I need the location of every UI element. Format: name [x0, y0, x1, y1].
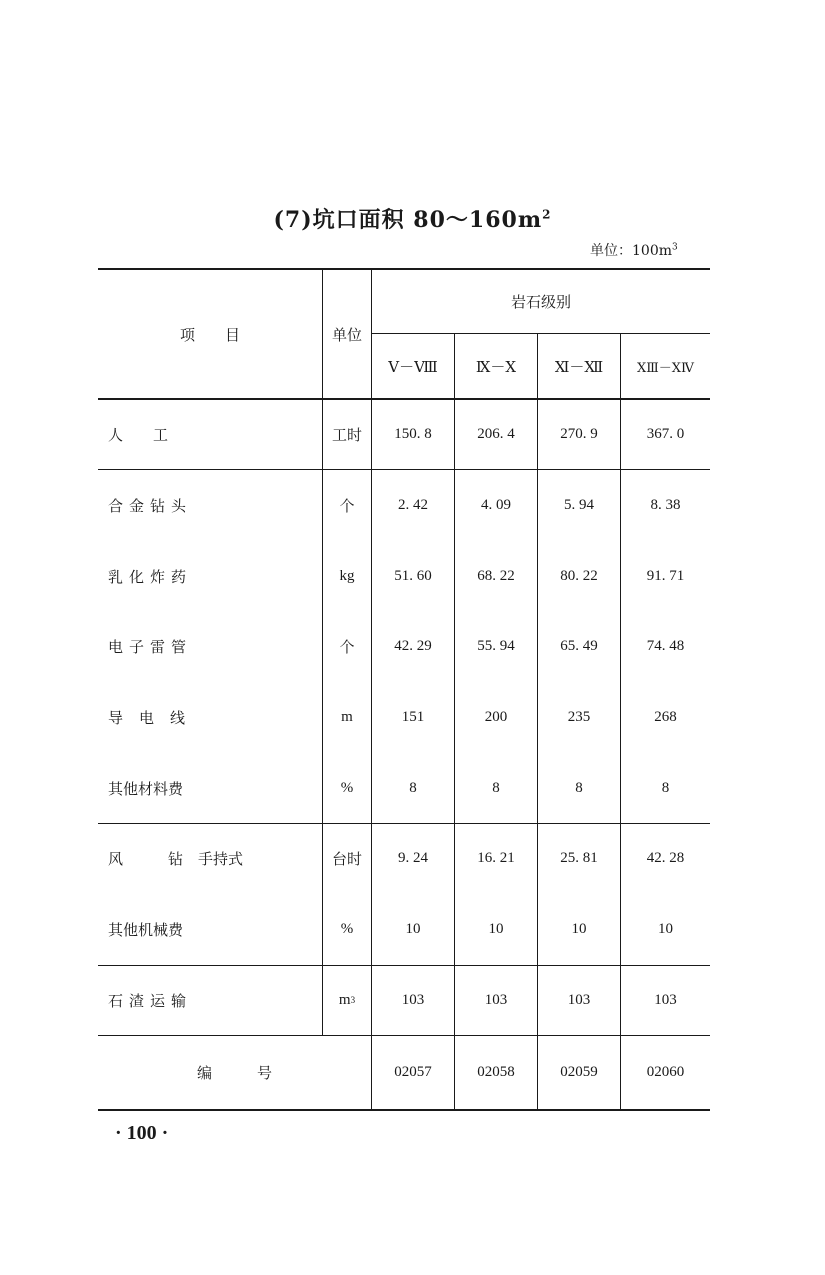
row-value: 42. 28 [646, 849, 685, 866]
code-value: 02060 [646, 1064, 685, 1080]
row-value: 8 [409, 779, 417, 796]
row-value: 91. 71 [646, 567, 685, 584]
table-title: (7)坑口面积 $80\sim 160m^2$ [273, 207, 552, 233]
row-unit: 台时 [331, 849, 362, 868]
row-value: 8. 38 [650, 496, 681, 513]
row-value: 4. 09 [481, 496, 511, 513]
row-value: 2. 42 [398, 496, 428, 513]
row-value: 10 [571, 920, 587, 937]
row-value: 200 [484, 708, 508, 725]
row-value: 235 [567, 708, 591, 725]
row-value: 68. 22 [477, 567, 515, 584]
header-rock-class: 岩石级别 [510, 293, 571, 311]
row-unit: 个 [339, 637, 355, 656]
header-class: Ⅸ－Ⅹ [475, 359, 517, 376]
row-value: 25. 81 [560, 849, 598, 866]
header-class: Ⅺ－Ⅻ [554, 359, 604, 376]
row-item: 人 工 [108, 425, 169, 444]
header-item: 项 目 [179, 325, 240, 344]
row-value: 80. 22 [560, 567, 598, 584]
row-unit: 工时 [331, 425, 362, 444]
row-value: 103 [567, 991, 591, 1008]
page-number: · 100 · [115, 1122, 169, 1144]
row-item: 导电线 [108, 708, 202, 727]
row-value: 103 [654, 991, 677, 1008]
row-value: 103 [484, 991, 508, 1008]
row-value: 270. 9 [560, 425, 598, 442]
unit-note: 单位：$100m^3$ [590, 242, 678, 259]
header-bottom-border [98, 398, 710, 400]
row-item: 乳化炸药 [108, 567, 193, 586]
row-value: 8 [661, 779, 670, 796]
row-value: 55. 94 [477, 637, 515, 654]
row-value: 103 [401, 991, 425, 1008]
header-class: Ⅴ－Ⅷ [388, 359, 438, 376]
row-value: 8 [492, 779, 500, 796]
row-unit: m [341, 708, 353, 725]
code-label: 编 号 [196, 1064, 272, 1082]
header-class: ⅩⅢ－ⅩⅣ [636, 359, 695, 375]
row-value: 10 [488, 920, 504, 937]
row-unit: % [340, 779, 354, 796]
section-divider [98, 965, 710, 966]
row-value: 8 [575, 779, 583, 796]
header-unit: 单位 [331, 325, 362, 344]
row-item: 合金钻头 [108, 496, 193, 515]
row-value: 16. 21 [477, 849, 515, 866]
row-item: 风 钻 手持式 [108, 849, 244, 868]
row-value: 151 [401, 708, 425, 725]
row-item: 电子雷管 [108, 637, 193, 656]
row-value: 10 [405, 920, 421, 937]
row-value: 268 [654, 708, 677, 725]
section-divider [98, 823, 710, 824]
row-value: 51. 60 [394, 567, 432, 584]
row-unit: % [340, 920, 354, 937]
row-value: 150. 8 [394, 425, 432, 442]
row-item: 其他材料费 [108, 779, 184, 798]
code-value: 02059 [560, 1064, 598, 1080]
row-unit: kg [339, 567, 355, 584]
row-value: 10 [658, 920, 673, 937]
row-value: 42. 29 [394, 637, 432, 654]
row-unit: m 3 [338, 991, 356, 1008]
section-divider [98, 469, 710, 470]
row-value: 367. 0 [646, 425, 685, 442]
table-bottom-border [98, 1109, 710, 1111]
code-value: 02057 [394, 1064, 432, 1080]
code-value: 02058 [477, 1064, 515, 1080]
row-value: 9. 24 [398, 849, 428, 866]
row-value: 206. 4 [477, 425, 515, 442]
row-value: 74. 48 [646, 637, 685, 654]
row-item: 其他机械费 [108, 920, 184, 939]
row-item: 石渣运输 [108, 991, 193, 1010]
row-value: 65. 49 [560, 637, 598, 654]
row-value: 5. 94 [564, 496, 594, 513]
row-unit: 个 [339, 496, 355, 515]
